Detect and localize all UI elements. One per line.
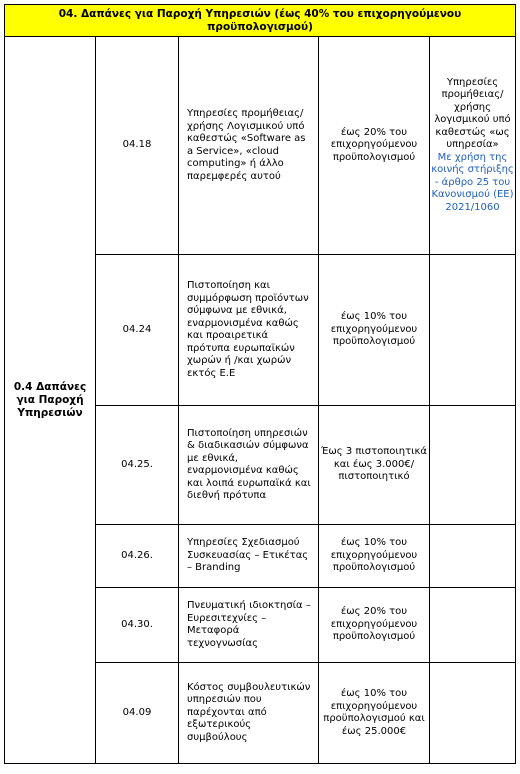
note-cell: [430, 406, 516, 525]
note-reference: Με χρήση της κοινής στήριξης - άρθρο 25 του Κανονισμού (ΕΕ) 2021/1060: [431, 151, 514, 213]
expenses-table: [4, 4, 516, 764]
description-cell: Πιστοποίηση υπηρεσιών & διαδικασιών σύμφωνα με εθνικά, εναρμονισμένα καθώς και λοιπά ευρωπαϊκά και διεθνή πρότυπα: [179, 406, 319, 525]
description-cell: Υπηρεσίες προμήθειας/χρήσης Λογισμικού υπό καθεστώς «Software as a Service», «cloud computing» ή άλλο παρεμφερές αυτού: [179, 37, 319, 255]
note-text: Υπηρεσίες προμήθειας/χρήσης λογισμικού υπό καθεστώς «ως υπηρεσία»: [434, 76, 511, 151]
description-cell: Πιστοποίηση και συμμόρφωση προϊόντων σύμφωνα με εθνικά, εναρμονισμένα καθώς και προαιρετικά πρότυπα ευρωπαϊκών χωρών ή /και χωρών εκτός Ε.Ε: [179, 255, 319, 406]
note-cell: [430, 525, 516, 588]
table-header-row: [5, 5, 516, 37]
code-cell: 04.18: [96, 37, 179, 255]
note-cell: [430, 588, 516, 663]
code-cell: 04.30.: [96, 588, 179, 663]
limit-cell: έως 10% του επιχορηγούμενου προϋπολογισμού: [319, 525, 430, 588]
limit-cell: έως 10% του επιχορηγούμενου προϋπολογισμού και έως 25.000€: [319, 663, 430, 764]
description-cell: Υπηρεσίες Σχεδιασμού Συσκευασίας – Ετικέτας – Branding: [179, 525, 319, 588]
limit-cell: Έως 3 πιστοποιητικά και έως 3.000€/πιστοποιητικό: [319, 406, 430, 525]
code-cell: 04.24: [96, 255, 179, 406]
code-cell: 04.26.: [96, 525, 179, 588]
note-cell: [430, 255, 516, 406]
table-row: [5, 37, 516, 255]
table-title: 04. Δαπάνες για Παροχή Υπηρεσιών (έως 40% του επιχορηγούμενου προϋπολογισμού): [58, 8, 462, 33]
code-cell: 04.25.: [96, 406, 179, 525]
limit-cell: έως 20% του επιχορηγούμενου προϋπολογισμού: [319, 37, 430, 255]
category-cell: [5, 37, 96, 764]
limit-cell: έως 20% του επιχορηγούμενου προϋπολογισμού: [319, 588, 430, 663]
limit-cell: έως 10% του επιχορηγούμενου προϋπολογισμού: [319, 255, 430, 406]
note-cell: [430, 663, 516, 764]
description-cell: Κόστος συμβουλευτικών υπηρεσιών που παρέχονται από εξωτερικούς συμβούλους: [179, 663, 319, 764]
category-label: 0.4 Δαπάνες για Παροχή Υπηρεσιών: [13, 380, 87, 419]
table-title-cell: [5, 5, 516, 37]
note-cell: [430, 37, 516, 255]
code-cell: 04.09: [96, 663, 179, 764]
description-cell: Πνευματική ιδιοκτησία – Ευρεσιτεχνίες – Μεταφορά τεχνογνωσίας: [179, 588, 319, 663]
